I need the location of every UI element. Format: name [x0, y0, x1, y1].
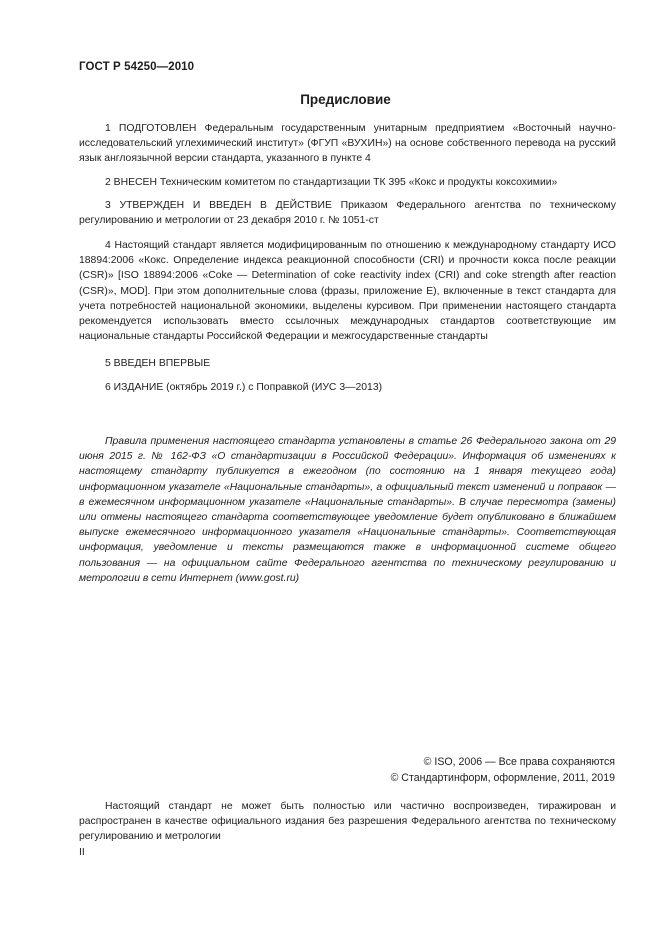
reproduction-notice: Настоящий стандарт не может быть полностью или частично воспроизведен, тиражирован и распространен в качестве официального издания без разрешения Федерального агентства по техническому регулированию и метрологии — [79, 801, 616, 843]
preface-item-4: 4 Настоящий стандарт является модифицированным по отношению к международному стандарту ИСО 18894:2006 «Кокс. Определение индекса реакционной способности (CRI) и прочности кокса после реакции (CSR)» [ISO 18894:2006 «Coke — Determination of coke reactivity index (CRI) and coke strength after reaction (CSR)», MOD]. При этом дополнительные слова (фразы, приложение Е), включенные в текст стандарта для учета потребностей национальной экономики, выделены курсивом. При применении настоящего стандарта рекомендуется использовать вместо ссылочных международных стандартов соответствующие им национальные стандарты Российской Федерации и межгосударственные стандарты — [79, 240, 616, 343]
preface-item-6: 6 ИЗДАНИЕ (октябрь 2019 г.) с Поправкой (ИУС 3—2013) — [105, 382, 383, 393]
preface-item-3: 3 УТВЕРЖДЕН И ВВЕДЕН В ДЕЙСТВИЕ Приказом Федерального агентства по техническому регулированию и метрологии от 23 декабря 2010 г. № 1051-ст — [79, 200, 616, 227]
copyright-standartinform: © Стандартинформ, оформление, 2011, 2019 — [390, 772, 615, 784]
page-title: Предисловие — [300, 92, 391, 107]
preface-item-1: 1 ПОДГОТОВЛЕН Федеральным государственным унитарным предприятием «Восточный научно-исследовательский углехимический институт» (ФГУП «ВУХИН») на основе собственного перевода на русский язык англоязычной версии стандарта, указанного в пункте 4 — [79, 123, 616, 165]
document-header: ГОСТ Р 54250—2010 — [79, 61, 195, 73]
preface-item-2: 2 ВНЕСЕН Техническим комитетом по стандартизации ТК 395 «Кокс и продукты коксохимии» — [105, 177, 558, 188]
standardization-rules-note: Правила применения настоящего стандарта установлены в статье 26 Федерального закона от 29 июня 2015 г. № 162-ФЗ «О стандартизации в Российской Федерации». Информация об изменениях к настоящему стандарту публикуется в ежегодном (по состоянию на 1 января текущего года) информационном указателе «Национальные стандарты», а официальный текст изменений и поправок — в ежемесячном информационном указателе «Национальные стандарты». В случае пересмотра (замены) или отмены настоящего стандарта соответствующее уведомление будет опубликовано в ближайшем выпуске ежемесячного информационного указателя «Национальные стандарты». Соответствующая информация, уведомление и тексты размещаются также в информационной системе общего пользования — на официальном сайте Федерального агентства по техническому регулированию и метрологии в сети Интернет (www.gost.ru) — [79, 436, 616, 584]
copyright-iso: © ISO, 2006 — Все права сохраняются — [423, 756, 615, 768]
page-number: II — [79, 847, 85, 858]
preface-item-5: 5 ВВЕДЕН ВПЕРВЫЕ — [105, 358, 211, 369]
